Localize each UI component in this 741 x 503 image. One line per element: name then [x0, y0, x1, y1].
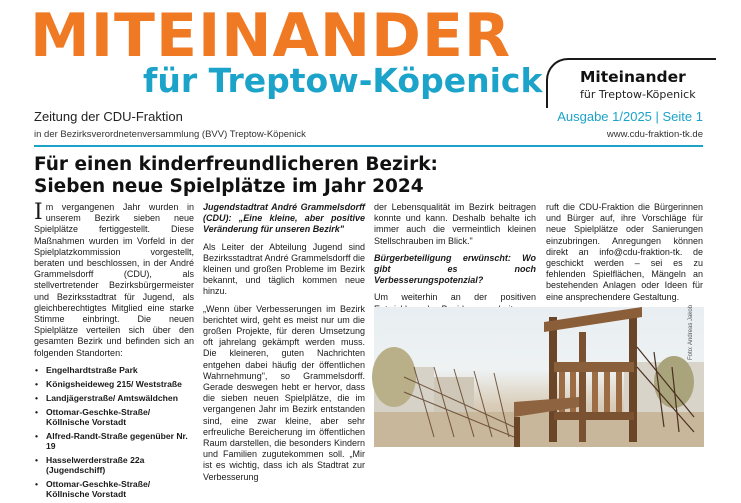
list-item: • Ottomar-Geschke-Straße/ Köllnische Vorstadt	[34, 407, 194, 427]
photo-credit: Foto: Andreas Jakob	[688, 304, 694, 360]
article-column-2	[203, 202, 365, 489]
playground-illustration	[374, 304, 704, 447]
paper-description: in der Bezirksverordnetenversammlung (BVV) Treptow-Köpenick	[34, 129, 306, 140]
intro-paragraph	[34, 202, 194, 359]
paragraph: Als Leiter der Abteilung Jugend sind Bezirksstadtrat André Grammelsdorff die kleinen und großen Probleme im Bezirk bekannt, und täglich kommen neue hinzu.	[203, 241, 365, 297]
article-column-3	[374, 202, 536, 321]
paragraph: „Wenn über Verbesserungen im Bezirk berichtet wird, geht es meist nur um die großen Projekte, für deren Umsetzung oft jahrelang gekämpft werden muss. Die kleineren, guten Nachrichten entgehen dabei häufig der öffentlichen Wahrnehmung", so Grammelsdorff. Gerade deswegen hebt er hervor, dass die sieben neuen Spielplätze, die im vergangenen Jahr im Bezirk entstanden sind, eine zwar kleine, aber sehr erfreuliche Bereicherung im öffentlichen Raum darstellen, die besonders Kindern und Familien zugutekommen soll. „Mir ist es wichtig, dass ich als Stadtrat zur Verbesserung	[203, 303, 365, 482]
playground-photo	[374, 304, 704, 447]
paragraph: der Lebensqualität im Bezirk beitragen konnte und kann. Deshalb behalte ich immer auch die vermeintlich kleinen Stellschrauben im Blick."	[374, 202, 536, 246]
edition-info: Ausgabe 1/2025 | Seite 1	[557, 109, 703, 124]
list-item: • Königsheideweg 215/ Weststraße	[34, 379, 194, 389]
intro-text: m vergangenen Jahr wurden in unserem Bezirk sieben neue Spielplätze fertiggestellt. Diese Maßnahmen wurden im Vorfeld in der Spielplatzkommission vorgestellt, beraten und beschlossen, in der André Grammelsdorff (CDU), als stellvertretender Bezirksbürgermeister und Bezirksstadtrat für Jugend, als gleichberechtigtes Mitglied eine starke Stimme einbringt. Die neuen Spielplätze verteilen sich über den gesamten Bezirk und befinden sich an folgenden Standorten:	[34, 202, 194, 358]
miteinander-logo	[546, 58, 716, 108]
paper-name: Zeitung der CDU-Fraktion	[34, 109, 183, 124]
playground-list	[34, 365, 194, 499]
article-column-4	[546, 202, 703, 309]
section-subhead: Bürgerbeteiligung erwünscht: Wo gibt es noch Verbesserungspotenzial?	[374, 252, 536, 286]
headline-line-2: Sieben neue Spielplätze im Jahr 2024	[34, 176, 424, 197]
list-item: • Engelhardtstraße Park	[34, 365, 194, 375]
paragraph: ruft die CDU-Fraktion die Bürgerinnen und Bürger auf, ihre Vorschläge für neue Spielplätze oder Sanierungen einzubringen. Anregungen können direkt an info@cdu-fraktion-tk. de geschickt werden – sei es zu fehlenden Spielflächen, Mängeln an bestehenden Anlagen oder Ideen für eine ansprechendere Gestaltung.	[546, 202, 703, 302]
article-column-1	[34, 202, 194, 503]
dropcap: I	[34, 200, 43, 225]
quote-subhead: Jugendstadtrat André Grammelsdorff (CDU): „Eine kleine, aber positive Veränderung für unseren Bezirk"	[203, 202, 365, 235]
list-item: • Alfred-Randt-Straße gegenüber Nr. 19	[34, 431, 194, 451]
list-item: • Landjägerstraße/ Amtswäldchen	[34, 393, 194, 403]
masthead-subtitle: für Treptow-Köpenick	[143, 61, 543, 100]
header-divider	[34, 145, 703, 147]
list-item: • Ottomar-Geschke-Straße/ Köllnische Vorstadt	[34, 479, 194, 499]
logo-sub: für Treptow-Köpenick	[580, 88, 696, 101]
headline-line-1: Für einen kinderfreundlicheren Bezirk:	[34, 154, 438, 175]
masthead-title: MITEINANDER	[30, 1, 512, 71]
website-link[interactable]: www.cdu-fraktion-tk.de	[606, 129, 703, 140]
paragraph: Um weiterhin an der positiven	[374, 292, 536, 303]
article-headline	[34, 154, 714, 198]
logo-name: Miteinander	[580, 68, 686, 86]
list-item: • Hasselwerderstraße 22a (Jugendschiff)	[34, 455, 194, 475]
